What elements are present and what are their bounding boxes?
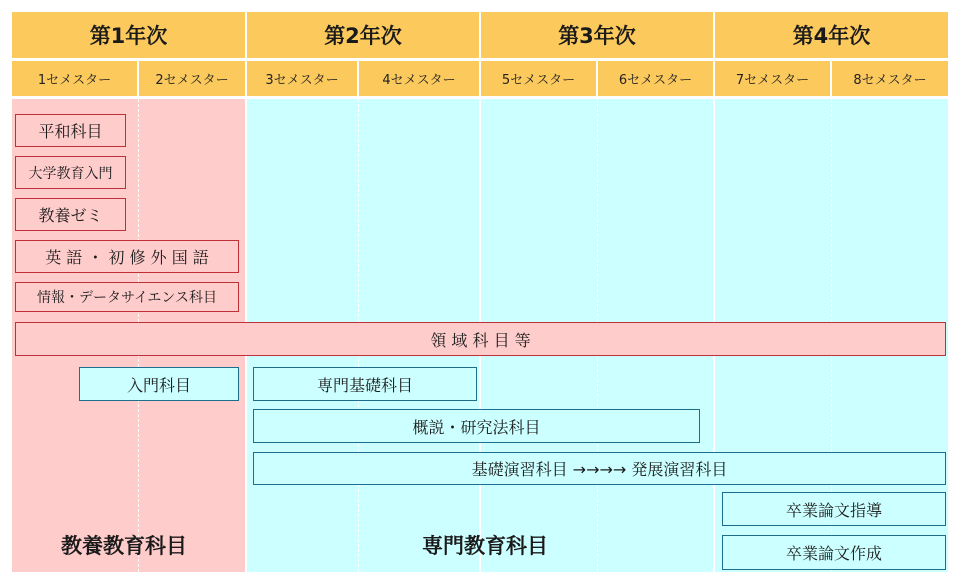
semester-header-6: 6セメスター — [598, 61, 713, 96]
semester-header-4: 4セメスター — [359, 61, 479, 96]
course-kyoyo-zemi: 教養ゼミ — [15, 198, 126, 231]
year-header-3: 第3年次 — [481, 12, 713, 58]
semester-header-3: 3セメスター — [247, 61, 357, 96]
semester-header-5: 5セメスター — [481, 61, 596, 96]
course-ryoiki: 領 域 科 目 等 — [15, 322, 946, 356]
semester-header-1: 1セメスター — [12, 61, 137, 96]
year-header-2: 第2年次 — [247, 12, 479, 58]
year-header-1: 第1年次 — [12, 12, 245, 58]
course-senmon-kiso: 専門基礎科目 — [253, 367, 477, 401]
semester-header-8: 8セメスター — [832, 61, 948, 96]
semester-header-7: 7セメスター — [715, 61, 830, 96]
course-nyumon: 入門科目 — [79, 367, 239, 401]
course-heiwa: 平和科目 — [15, 114, 126, 147]
course-joho-data-science: 情報・データサイエンス科目 — [15, 282, 239, 312]
course-eigo-shoshu-gaikokugo: 英 語 ・ 初 修 外 国 語 — [15, 240, 239, 273]
course-sotsuron-shido: 卒業論文指導 — [722, 492, 946, 526]
course-daigaku-kyoiku-nyumon: 大学教育入門 — [15, 156, 126, 189]
semester-header-2: 2セメスター — [139, 61, 245, 96]
label-general-education: 教養教育科目 — [61, 534, 187, 558]
course-gaisetsu-kenkyuho: 概説・研究法科目 — [253, 409, 700, 443]
course-sotsuron-sakusei: 卒業論文作成 — [722, 535, 946, 570]
year-header-4: 第4年次 — [715, 12, 948, 58]
label-specialized-education: 専門教育科目 — [422, 534, 548, 558]
course-enshu: 基礎演習科目 →→→→ 発展演習科目 — [253, 452, 946, 485]
